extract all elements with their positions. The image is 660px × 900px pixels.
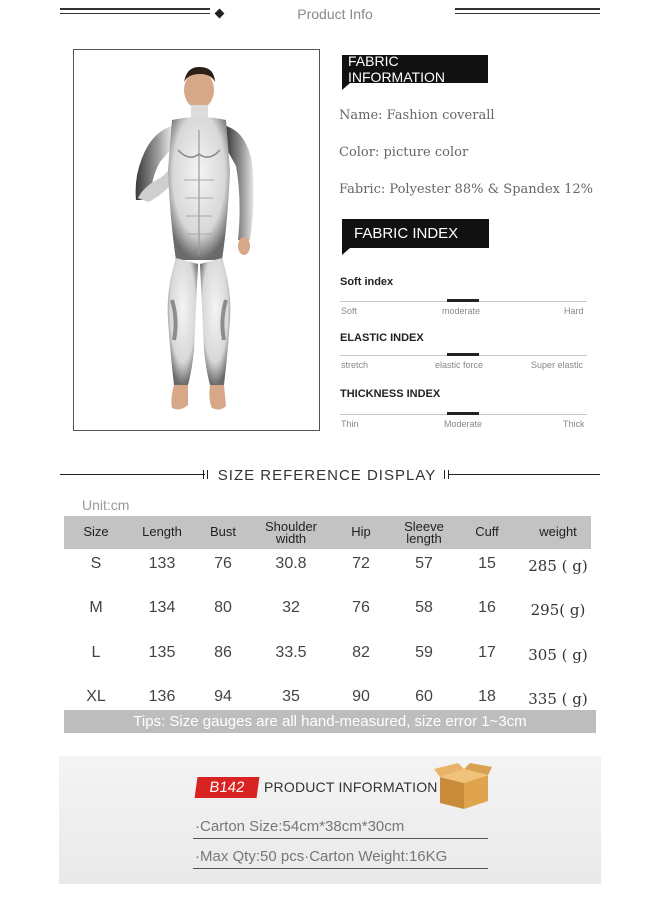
header-title: Product Info (297, 6, 373, 22)
soft-index-marker (447, 299, 479, 302)
table-cell-length: 136 (148, 688, 176, 705)
soft-index-left-label: Soft (341, 306, 358, 316)
fabric-information-heading-text: FABRIC INFORMATION (348, 53, 445, 85)
header-rule-right (455, 8, 600, 10)
header-length-line: Length (142, 524, 182, 539)
max-qty: ·Max Qty:50 pcs·Carton Weight:16KG (195, 848, 448, 865)
table-cell-hip: 76 (352, 599, 370, 616)
table-cell-bust: 80 (214, 599, 232, 616)
fabric-color: Color: picture color (339, 145, 469, 160)
size-unit-label: Unit:cm (82, 497, 130, 513)
bodysuit-model-illustration (74, 50, 320, 431)
table-cell-cuff: 18 (478, 688, 496, 705)
max-qty-rule (193, 868, 488, 869)
table-cell-size: L (91, 644, 101, 661)
table-cell-hip: 72 (352, 555, 370, 572)
elastic-index-left-label: stretch (341, 360, 369, 370)
fabric-information-heading (342, 55, 488, 83)
header-rule-right-thin (455, 13, 600, 14)
header-shoulder-width-line: width (275, 531, 307, 546)
header-hip-line: Hip (351, 524, 371, 539)
table-cell-bust: 76 (214, 555, 232, 572)
table-cell-hip: 90 (352, 688, 370, 705)
table-cell-size: S (90, 555, 102, 572)
header-sleeve-length (389, 521, 459, 545)
thickness-index-title: THICKNESS INDEX (340, 388, 441, 400)
soft-index-middle-label: moderate (442, 306, 481, 316)
header-sleeve-length-line: length (406, 531, 442, 546)
elastic-index-marker (447, 353, 479, 356)
thickness-index-right-label: Thick (563, 419, 585, 429)
table-cell-sleeve-length: 57 (415, 555, 433, 572)
carton-box-icon (434, 763, 492, 811)
header-shoulder-width-line: Shoulder (264, 519, 318, 534)
table-cell-cuff: 15 (478, 555, 496, 572)
size-section-tick-left-2 (207, 470, 208, 479)
header-shoulder-width (256, 521, 326, 545)
size-section-rule-right (448, 474, 600, 475)
header-sleeve-length-line: Sleeve (404, 519, 444, 534)
table-cell-shoulder-width: 30.8 (275, 555, 307, 572)
table-cell-length: 134 (148, 599, 176, 616)
table-cell-sleeve-length: 59 (415, 644, 433, 661)
table-cell-sleeve-length: 58 (415, 599, 433, 616)
size-section-title: SIZE REFERENCE DISPLAY (217, 467, 437, 484)
table-cell-length: 133 (148, 555, 176, 572)
soft-index-right-label: Hard (564, 306, 584, 316)
header-size-line: Size (83, 524, 109, 539)
table-cell-cuff: 16 (478, 599, 496, 616)
carton-size-rule (193, 838, 488, 839)
header-size (61, 526, 131, 538)
fabric-composition: Fabric: Polyester 88% & Spandex 12% (339, 182, 594, 197)
table-cell-sleeve-length: 60 (415, 688, 433, 705)
table-cell-shoulder-width: 33.5 (275, 644, 307, 661)
elastic-index-right-label: Super elastic (531, 360, 584, 370)
fabric-name: Name: Fashion coverall (339, 108, 495, 123)
size-section-rule-left (60, 474, 205, 475)
thickness-index-middle-label: Moderate (444, 419, 483, 429)
carton-size: ·Carton Size:54cm*38cm*30cm (195, 818, 405, 835)
size-tips: Tips: Size gauges are all hand-measured, size error 1~3cm (64, 710, 596, 733)
product-code-badge: B142 (195, 777, 260, 798)
table-cell-shoulder-width: 35 (282, 688, 300, 705)
table-cell-weight: 335 ( g) (528, 690, 588, 708)
product-info-title: PRODUCT INFORMATION (264, 779, 438, 795)
soft-index-title: Soft index (340, 276, 394, 288)
table-cell-bust: 86 (214, 644, 232, 661)
header-weight (523, 526, 593, 538)
header-cuff (452, 526, 522, 538)
elastic-index-title: ELASTIC INDEX (340, 332, 424, 344)
table-cell-hip: 82 (352, 644, 370, 661)
header-rule-left (60, 8, 210, 10)
fabric-index-heading (342, 219, 489, 248)
header-weight-line: weight (539, 524, 577, 539)
table-cell-size: M (89, 599, 103, 616)
table-cell-cuff: 17 (478, 644, 496, 661)
size-section-tick-right (444, 470, 445, 479)
fabric-index-heading-text: FABRIC INDEX (354, 225, 459, 242)
header-bust-line: Bust (209, 524, 236, 539)
header-cuff-line: Cuff (475, 524, 499, 539)
table-cell-weight: 295( g) (530, 601, 586, 619)
elastic-index-middle-label: elastic force (435, 360, 484, 370)
product-photo (73, 49, 320, 431)
thickness-index-left-label: Thin (341, 419, 359, 429)
thickness-index-marker (447, 412, 479, 415)
table-cell-shoulder-width: 32 (282, 599, 300, 616)
header-length (127, 526, 197, 538)
size-section-tick-left (203, 470, 204, 479)
table-cell-bust: 94 (214, 688, 232, 705)
header-rule-left-thin (60, 13, 210, 14)
table-cell-size: XL (86, 688, 106, 705)
header-diamond-icon (215, 9, 225, 19)
header-bust (188, 526, 258, 538)
table-cell-length: 135 (148, 644, 176, 661)
table-cell-weight: 305 ( g) (528, 646, 588, 664)
table-cell-weight: 285 ( g) (528, 557, 588, 575)
header-hip (326, 526, 396, 538)
